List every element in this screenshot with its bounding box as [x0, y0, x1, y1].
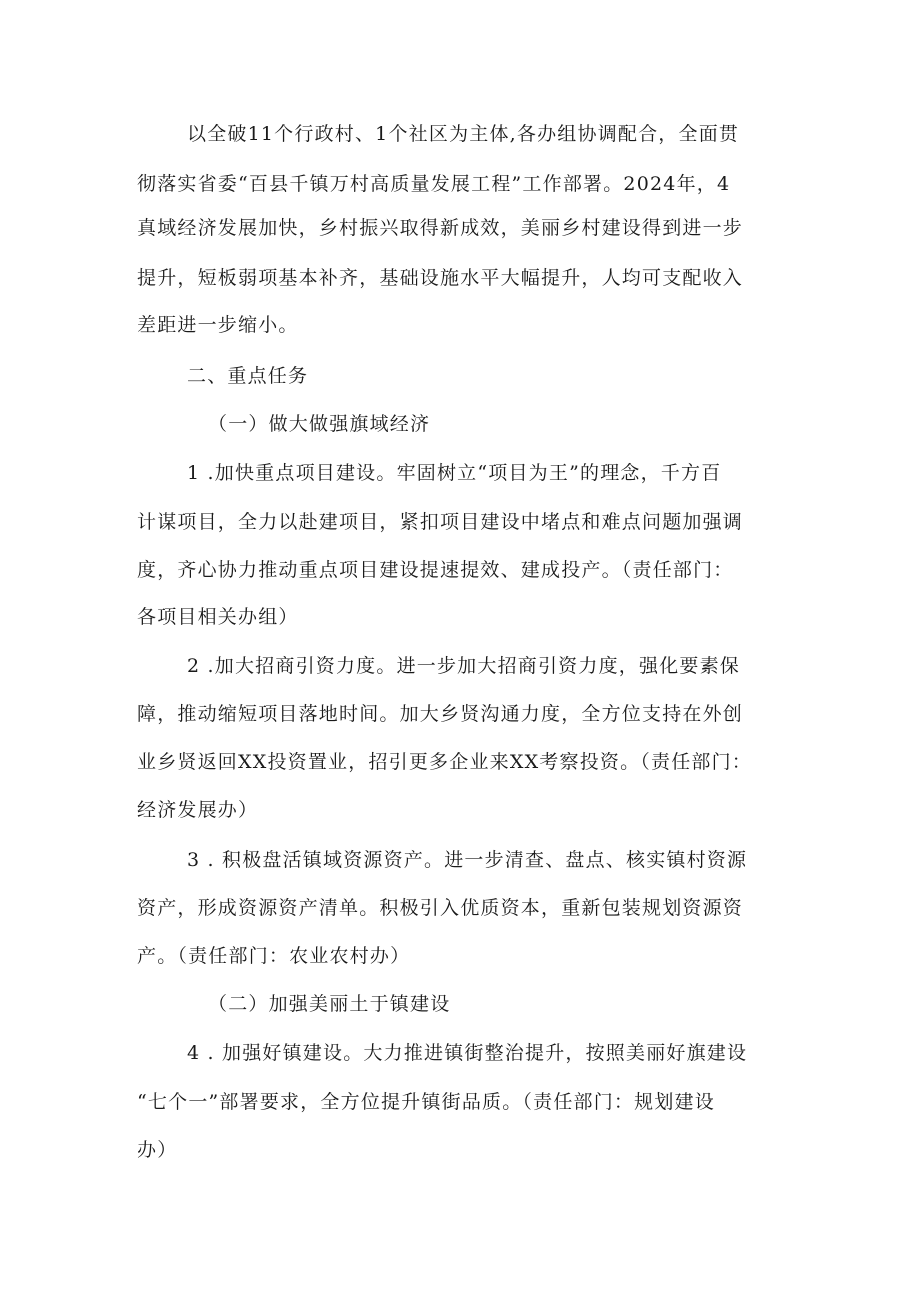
subsection-heading: （二）加强美丽土于镇建设: [208, 993, 451, 1015]
paragraph-line: 提升，短板弱项基本补齐，基础设施水平大幅提升，人均可支配收入: [137, 267, 744, 289]
paragraph-line: 彻落实省委“百县千镇万村高质量发展工程”工作部署。2024年，4: [137, 173, 731, 195]
item-line: 障，推动缩短项目落地时间。加大乡贤沟通力度，全方位支持在外创: [137, 703, 744, 725]
item-line: 3 . 积极盘活镇域资源资产。进一步清查、盘点、核实镇村资源: [187, 849, 748, 871]
item-line: 计谋项目，全力以赴建项目，紧扣项目建设中堵点和难点问题加强调: [137, 511, 744, 533]
item-line: 业乡贤返回XX投资置业，招引更多企业来XX考察投资。（责任部门：: [137, 751, 753, 773]
item-line: 度，齐心协力推动重点项目建设提速提效、建成投产。（责任部门：: [137, 559, 734, 581]
item-line: 经济发展办）: [137, 799, 259, 821]
paragraph-line: 差距进一步缩小。: [137, 314, 299, 336]
item-line: 资产，形成资源资产清单。积极引入优质资本，重新包装规划资源资: [137, 897, 744, 919]
paragraph-line: 以全破11个行政村、1个社区为主体,各办组协调配合，全面贯: [187, 123, 740, 145]
section-heading: 二、重点任务: [187, 365, 309, 387]
item-line: 产。（责任部门：农业农村办）: [137, 945, 411, 967]
item-line: “七个一”部署要求，全方位提升镇街品质。（责任部门：规划建设: [137, 1091, 715, 1113]
item-line: 2 .加大招商引资力度。进一步加大招商引资力度，强化要素保: [187, 655, 740, 677]
paragraph-line: 真域经济发展加快，乡村振兴取得新成效，美丽乡村建设得到进一步: [137, 217, 744, 239]
subsection-heading: （一）做大做强旗域经济: [208, 413, 431, 435]
item-line: 4 . 加强好镇建设。大力推进镇街整治提升，按照美丽好旗建设: [187, 1042, 748, 1064]
item-line: 1 .加快重点项目建设。牢固树立“项目为王”的理念，千方百: [187, 462, 722, 484]
item-line: 各项目相关办组）: [137, 606, 299, 628]
item-line: 办）: [137, 1139, 178, 1161]
